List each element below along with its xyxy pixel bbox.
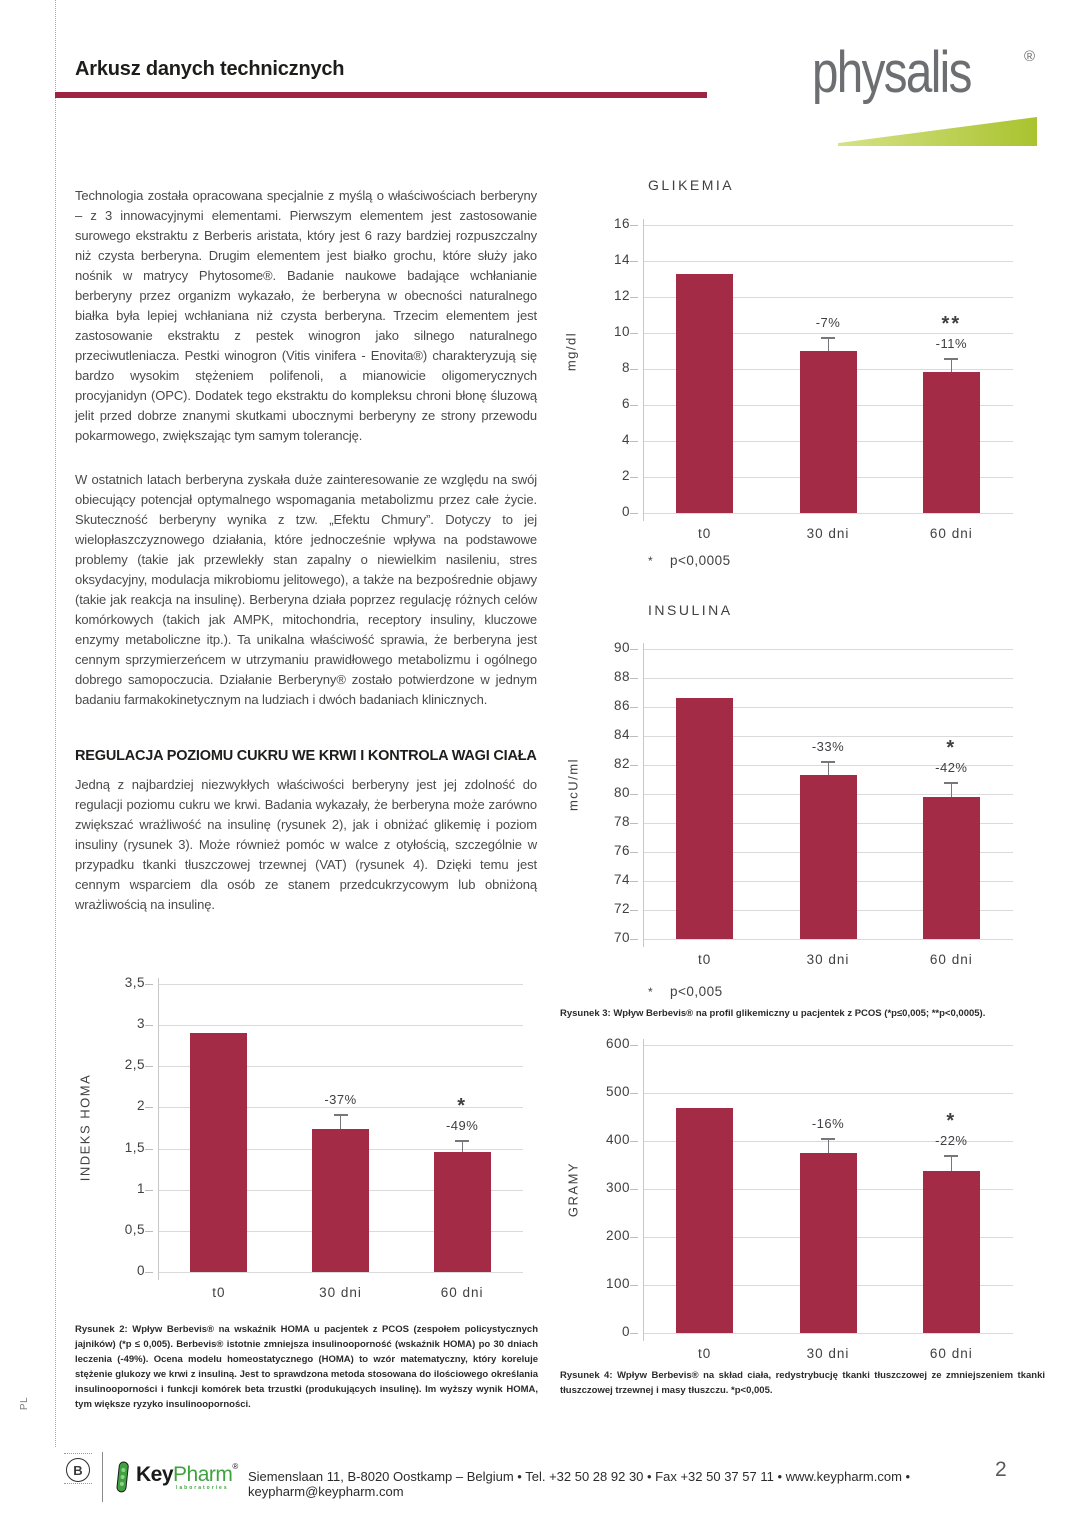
bcorp-circle	[66, 1458, 90, 1482]
y-axis-label-mcuml: mcU/ml	[565, 757, 581, 812]
y-axis-label-indeks-homa: INDEKS HOMA	[77, 1073, 93, 1182]
keypharm-wordmark: KeyPharm®	[136, 1462, 238, 1486]
bcorp-letter: B	[73, 1462, 83, 1478]
chart-indeks-homa: INDEKS HOMA 3,5 3 2,5 2 1,5 1 0,5 0 t0 -37% 30 dni * -49% 60 dni	[60, 965, 560, 1310]
crop-mark-line	[55, 0, 56, 1447]
asterisk-marker: *	[648, 985, 654, 999]
significance-text: p<0,005	[670, 984, 723, 999]
y-axis-label-gramy: GRAMY	[565, 1161, 581, 1218]
figure4-caption: Rysunek 4: Wpływ Berbevis® na skład ciała, redystrybucję tkanki tłuszczowej ze zmniejszeniem tkanki tłuszczowej trzewnej i masy tłuszczu. *p<0,005.	[560, 1370, 1045, 1396]
keypharm-sub-label: laboratories	[176, 1485, 229, 1491]
title-rule	[55, 92, 707, 98]
significance-note-glikemia	[648, 553, 731, 568]
page-side-label: PL	[19, 1396, 31, 1411]
chart-glikemia: GLIKEMIA mg/dl * p<0,0005 16 14 12 10 8 6 4 2 0 t0 -7% 30 dni ** -11% 60 dni	[560, 170, 1070, 600]
significance-text: p<0,0005	[670, 553, 731, 568]
bcorp-arc-top	[64, 1453, 92, 1457]
asterisk-marker: *	[648, 554, 654, 568]
chart-title-glikemia: GLIKEMIA	[648, 177, 735, 193]
paragraph-berberine-interest: W ostatnich latach berberyna zyskała duże zainteresowanie ze względu na swój obiecujący potencjał optymalnego wspomagania metabolizmu przez całe życie. Skuteczność berberyny wynika z tzw. „Efektu Chmury”. Dotyczy to jej wielopłaszczyznowego działania, które jednocześnie wpływa na podstawowe problemy (takie jak przewlekły stan zapalny o niewielkim nasileniu, stres oksydacyjny, modulacja mikrobiomu jelitowego), a także na bezpośrednie objawy (takie jak reakcja na insulinę). Berberyna działa poprzez regulację różnych celów komórkowych (takich jak AMPK, mitochondria, receptory insuliny, kluczowe enzymy metaboliczne itp.). Ta unikalna właściwość sprawia, że berberyna jest cennym sprzymierzeńcem w utrzymaniu prawidłowego metabolizmu i ogólnego dobrego samopoczucia. Działanie Berberyny® zostało potwierdzone w jednym badaniu farmakokinetycznym na ludziach i dwóch badaniach klinicznych.	[75, 472, 537, 707]
paragraph-technology: Technologia została opracowana specjalnie z myślą o właściwościach berberyny – z 3 innowacyjnymi elementami. Pierwszym elementem jest zastosowanie surowego ekstraktu z Berberis aristata, który jest 6 razy bardziej rozpuszczalny niż czysta berberyna. Drugim elementem jest białko grochu, które służy jako nośnik w matrycy Phytosome®. Badanie naukowe badające wchłanianie berberyny przez organizm wykazało, że berberyna w obecności naturalnego białka była lepiej wchłaniana niż czysta berberyna. Trzecim elementem jest zastosowanie ekstraktu z pestek winogron jako silnego naturalnego przeciwutleniacza. Pestki winogron (Vitis vinifera - Enovita®) charakteryzują się bardzo wysokim stężeniem polifenoli, a mianowicie oligomerycznych procyjanidyn (OPC). Dodatek tego ekstraktu do kompleksu chroni błonę śluzową jelit przed dobrze znanymi skutkami ubocznymi berberyny ze strony przewodu pokarmowego, zwiększając tym samym tolerancję.	[75, 188, 537, 443]
page-number: 2	[995, 1458, 1007, 1481]
physalis-logo	[812, 40, 1052, 154]
footer-address: Siemenslaan 11, B-8020 Oostkamp – Belgium • Tel. +32 50 28 92 30 • Fax +32 50 37 57 11 • www.keypharm.com • keypharm@keypharm.com	[248, 1469, 911, 1499]
registered-trademark-icon: ®	[232, 1462, 238, 1471]
footer-divider	[102, 1452, 103, 1502]
chart-title-insulina: INSULINA	[648, 602, 733, 618]
keypharm-pod-icon	[114, 1460, 132, 1501]
significance-note-insulina	[648, 984, 723, 999]
figure3-caption: Rysunek 3: Wpływ Berbevis® na profil glikemiczny u pacjentek z PCOS (*p≤0,005; **p<0,0005).	[560, 1008, 986, 1019]
y-axis-label-mgdl: mg/dl	[563, 331, 579, 372]
registered-trademark-icon: ®	[1024, 48, 1036, 65]
paragraph-blood-sugar: Jedną z najbardziej niezwykłych właściwości berberyny jest jej zdolność do regulacji poziomu cukru we krwi. Badania wykazały, że berberyna może zarówno zwiększać wrażliwość na insulinę (rysunek 2), jak i obniżać glikemię i poziom insuliny (rysunek 3). Może również pomóc w walce z otyłością, szczególnie w przypadku tkanki tłuszczowej trzewnej (VAT) (rysunek 4). Dzięki temu jest cennym wsparciem dla osób ze stanem przedcukrzycowym lub obniżoną wrażliwością na insulinę.	[75, 777, 537, 912]
keypharm-logo	[114, 1458, 244, 1502]
chart-insulina: INSULINA mcU/ml * p<0,005 90 88 86 84 82 80 78 76 74 72 70 t0 -33% 30 dni * -42% 60 dni	[560, 598, 1070, 1028]
page-title: Arkusz danych technicznych	[75, 58, 345, 80]
physalis-logo-wordmark: physalis	[812, 40, 971, 105]
bcorp-arc-bottom	[64, 1483, 92, 1487]
section-heading: REGULACJA POZIOMU CUKRU WE KRWI I KONTROLA WAGI CIAŁA	[75, 748, 537, 764]
bcorp-logo	[56, 1452, 100, 1488]
figure2-caption: Rysunek 2: Wpływ Berbevis® na wskaźnik HOMA u pacjentek z PCOS (zespołem policystycznych jajników) (*p ≤ 0,005). Berbevis® istotnie zmniejsza insulinooporność (wskaźnik HOMA) po 30 dniach leczenia (-49%). Ocena modelu homeostatycznego (HOMA) to wzór matematyczny, który koreluje stężenie glukozy we krwi z insuliną. Jest to sprawdzona metoda stosowana do ilościowego określania insulinooporności i funkcji komórek beta trzustki (produkujących insulinę). Im wyższy wynik HOMA, tym większe ryzyko insulinooporności.	[75, 1324, 538, 1410]
physalis-logo-wedge	[838, 117, 1037, 146]
chart-gramy: GRAMY 600 500 400 300 200 100 0 t0 -16% 30 dni * -22% 60 dni	[560, 1030, 1070, 1375]
